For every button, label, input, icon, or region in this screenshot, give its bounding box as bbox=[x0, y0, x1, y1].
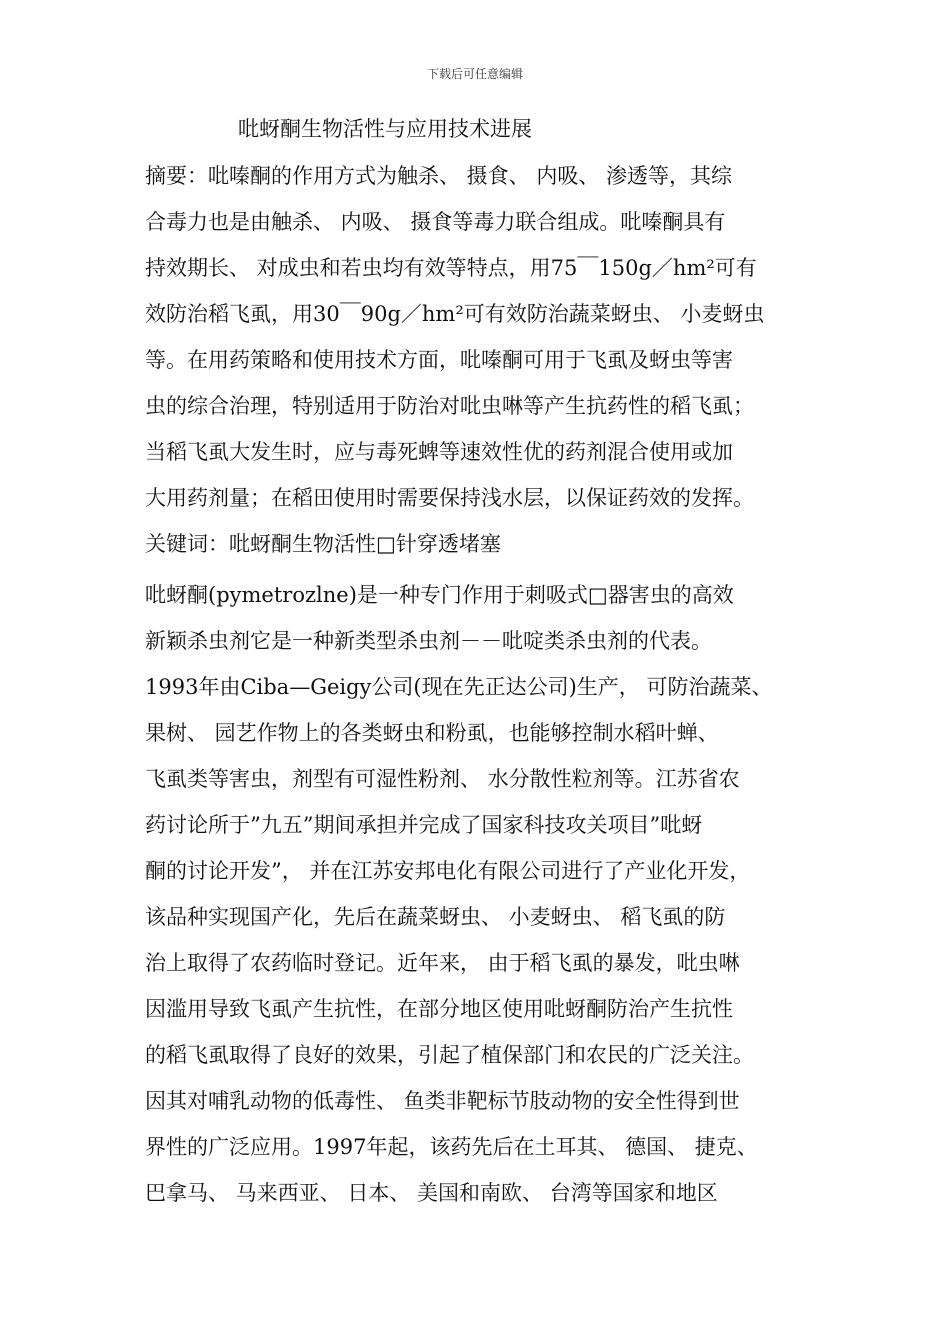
body-line: 飞虱类等害虫，剂型有可湿性粉剂、 水分散性粒剂等。江苏省农 bbox=[145, 767, 740, 791]
body-line: 新颖杀虫剂它是一种新类型杀虫剂－－吡啶类杀虫剂的代表。 bbox=[145, 629, 712, 653]
abstract-line: 等。在用药策略和使用技术方面，吡嗪酮可用于飞虱及蚜虫等害 bbox=[145, 348, 733, 372]
abstract-line: 大用药剂量；在稻田使用时需要保持浅水层，以保证药效的发挥。 bbox=[145, 486, 754, 510]
abstract-line: 合毒力也是由触杀、 内吸、 摄食等毒力联合组成。吡嗪酮具有 bbox=[145, 210, 726, 234]
body-line: 吡蚜酮(pymetrozlne)是一种专门作用于刺吸式□器害虫的高效 bbox=[145, 583, 734, 607]
body-line: 因其对哺乳动物的低毒性、 鱼类非靶标节肢动物的安全性得到世 bbox=[145, 1089, 740, 1113]
abstract-line: 持效期长、 对成虫和若虫均有效等特点，用75￣150g／hm²可有 bbox=[145, 256, 757, 280]
abstract-line: 当稻飞虱大发生时，应与毒死蜱等速效性优的药剂混合使用或加 bbox=[145, 440, 733, 464]
body-line: 界性的广泛应用。1997年起，该药先后在土耳其、 德国、 捷克、 bbox=[145, 1135, 758, 1159]
body-line: 酮的讨论开发”， 并在江苏安邦电化有限公司进行了产业化开发， bbox=[145, 859, 751, 883]
body-line: 的稻飞虱取得了良好的效果，引起了植保部门和农民的广泛关注。 bbox=[145, 1043, 754, 1067]
body-line: 治上取得了农药临时登记。近年来， 由于稻飞虱的暴发，吡虫啉 bbox=[145, 951, 740, 975]
body-line: 该品种实现国产化，先后在蔬菜蚜虫、 小麦蚜虫、 稻飞虱的防 bbox=[145, 905, 726, 929]
body-line: 因滥用导致飞虱产生抗性，在部分地区使用吡蚜酮防治产生抗性 bbox=[145, 997, 733, 1021]
document-title: 吡蚜酮生物活性与应用技术进展 bbox=[238, 117, 532, 141]
body-line: 果树、 园艺作物上的各类蚜虫和粉虱，也能够控制水稻叶蝉、 bbox=[145, 721, 719, 745]
body-line: 药讨论所于”九五”期间承担并完成了国家科技攻关项目”吡蚜 bbox=[145, 813, 703, 837]
body-line: 1993年由Ciba—Geigy公司(现在先正达公司)生产， 可防治蔬菜、 bbox=[145, 675, 773, 699]
abstract-line: 摘要：吡嗪酮的作用方式为触杀、 摄食、 内吸、 渗透等，其综 bbox=[145, 164, 733, 188]
abstract-line: 效防治稻飞虱，用30￣90g／hm²可有效防治蔬菜蚜虫、 小麦蚜虫 bbox=[145, 302, 765, 326]
body-line: 巴拿马、 马来西亚、 日本、 美国和南欧、 台湾等国家和地区 bbox=[145, 1181, 718, 1205]
keywords-line: 关键词：吡蚜酮生物活性□针穿透堵塞 bbox=[145, 532, 501, 556]
header-note: 下载后可任意编辑 bbox=[426, 67, 523, 81]
abstract-line: 虫的综合治理，特别适用于防治对吡虫啉等产生抗药性的稻飞虱； bbox=[145, 394, 754, 418]
